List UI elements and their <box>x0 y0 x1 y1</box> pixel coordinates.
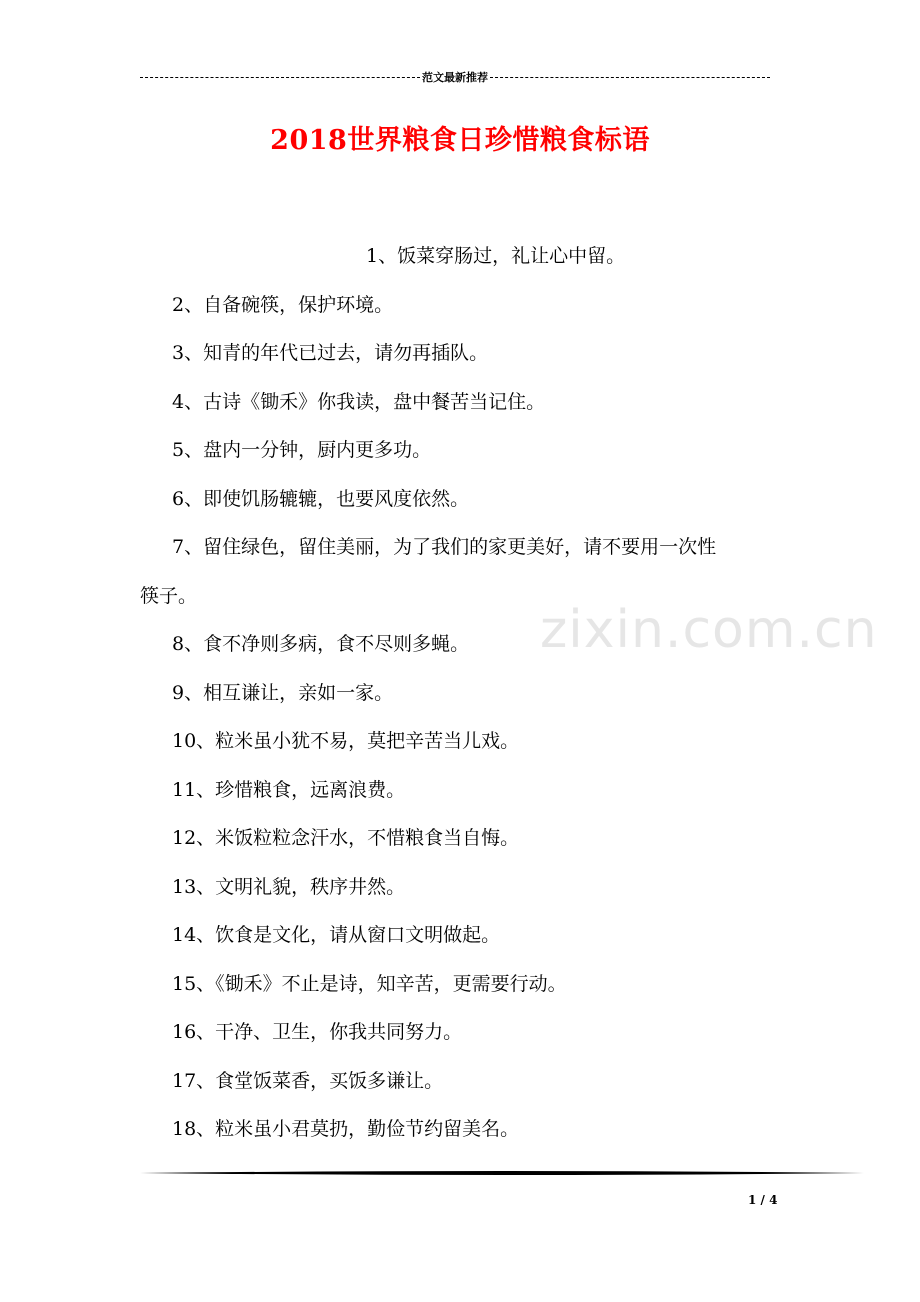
page-number: 1 / 4 <box>748 1193 778 1207</box>
list-item: 10、粒米虽小犹不易，莫把辛苦当儿戏。 <box>172 730 520 752</box>
list-item: 14、饮食是文化，请从窗口文明做起。 <box>172 924 501 946</box>
list-item: 2、自备碗筷，保护环境。 <box>172 293 394 316</box>
list-item: 6、即使饥肠辘辘，也要风度依然。 <box>172 487 470 510</box>
list-item: 1、饭菜穿肠过，礼让心中留。 <box>366 245 626 267</box>
list-item: 3、知青的年代已过去，请勿再插队。 <box>172 342 489 364</box>
list-item: 5、盘内一分钟，厨内更多功。 <box>172 439 432 461</box>
list-item: 9、相互谦让，亲如一家。 <box>172 681 394 704</box>
header-text: 范文最新推荐 <box>422 71 488 84</box>
list-item: 8、食不净则多病，食不尽则多蝇。 <box>172 633 470 655</box>
list-item: 4、古诗《锄禾》你我读，盘中餐苦当记住。 <box>172 390 546 413</box>
watermark: zixin.com.cn <box>540 600 878 660</box>
list-item: 18、粒米虽小君莫扔，勤俭节约留美名。 <box>172 1118 520 1140</box>
header-dash-left <box>140 77 420 78</box>
list-item: 7、留住绿色，留住美丽，为了我们的家更美好，请不要用一次性 <box>172 536 717 558</box>
list-item: 16、干净、卫生，你我共同努力。 <box>172 1021 463 1043</box>
footer-rule <box>140 1168 864 1178</box>
list-item: 17、食堂饭菜香，买饭多谦让。 <box>172 1069 444 1092</box>
list-item: 15、《锄禾》不止是诗，知辛苦，更需要行动。 <box>172 972 567 995</box>
document-title: 2018世界粮食日珍惜粮食标语 <box>270 125 650 156</box>
list-item: 11、珍惜粮食，远离浪费。 <box>172 778 406 801</box>
list-item: 13、文明礼貌，秩序井然。 <box>172 875 406 898</box>
header-dash-right <box>490 77 770 78</box>
slogan-list <box>140 232 784 1154</box>
list-item: 12、米饭粒粒念汗水，不惜粮食当自悔。 <box>172 827 520 849</box>
list-item-continuation: 筷子。 <box>140 584 198 607</box>
page-header <box>140 67 770 87</box>
